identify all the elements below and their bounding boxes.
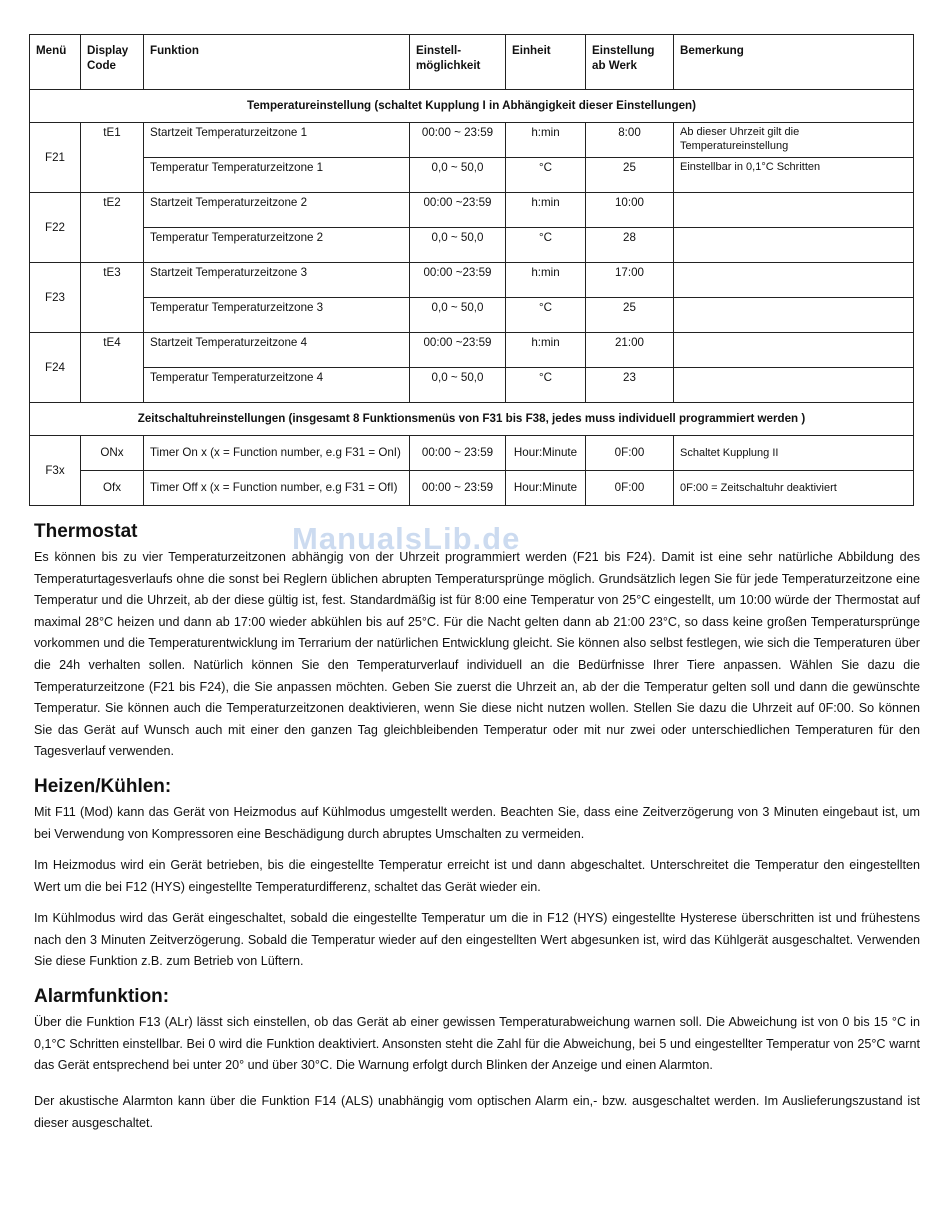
menu-cell: F23 — [30, 263, 81, 333]
range-cell: 0,0 ~ 50,0 — [410, 228, 506, 263]
remark-cell: Einstellbar in 0,1°C Schritten — [674, 158, 914, 193]
table-row — [30, 123, 914, 158]
unit-cell: °C — [506, 368, 586, 403]
unit-cell: Hour:Minute — [506, 436, 586, 471]
default-cell: 8:00 — [586, 123, 674, 158]
table-row — [30, 158, 914, 193]
remark-cell — [674, 368, 914, 403]
section-title-temperature: Temperatureinstellung (schaltet Kupplung I in Abhängigkeit dieser Einstellungen) — [30, 90, 914, 123]
range-cell: 00:00 ~ 23:59 — [410, 123, 506, 158]
code-cell: Ofx — [81, 471, 144, 506]
paragraph-thermostat: Es können bis zu vier Temperaturzeitzonen abhängig von der Uhrzeit programmiert werden (F21 bis F24). Damit ist eine sehr natürliche Abbildung des Temperaturtagesverlaufs ohne die sonst bei Reglern üblichen abrupten Temperatursprünge möglich. Grundsätzlich legen Sie für jede Temperaturzeitzone eine Temperatur und die Uhrzeit, ab der diese gültig ist, fest. Standardmäßig ist für 8:00 eine Temperatur von 25°C eingestellt, um 10:00 würde der Thermostat auf maximal 28°C heizen und dann ab 17:00 wieder abkühlen bis auf 25°C. Für die Nacht gelten dann ab 21:00 23°C, so dass keine großen Temperatursprünge vorkommen und die Temperaturentwicklung im Terrarium der natürlichen Entwicklung gleicht. Sie können also selbst festlegen, wie sich die Temperaturen über die 24h verhalten sollen. Natürlich können Sie den Temperaturverlauf individuell an die Bedürfnisse Ihrer Tiere anpassen. Wählen Sie dazu die Temperaturzeitzone (F21 bis F24), die Sie anpassen möchten. Geben Sie zuerst die Uhrzeit an, ab der die Temperatur gelten soll und dann die gewünschte Temperatur. Sie können auch die Temperaturzeitzonen deaktivieren, wenn Sie diese nicht nutzen wollen. Stellen Sie dazu die Uhrzeit auf 0F:00. So können Sie das Gerät auf Wunsch auch mit einer den ganzen Tag gleichbleibenden Temperatur oder mit nur zwei oder unterschiedlichen Temperaturen für den Tagesverlauf verwenden. — [34, 550, 920, 759]
unit-cell: Hour:Minute — [506, 471, 586, 506]
unit-cell: h:min — [506, 193, 586, 228]
range-cell: 00:00 ~ 23:59 — [410, 436, 506, 471]
watermark-logo: ManualsLib.de — [292, 521, 521, 556]
table-row — [30, 333, 914, 368]
unit-cell: h:min — [506, 263, 586, 298]
menu-cell: F22 — [30, 193, 81, 263]
remark-cell — [674, 193, 914, 228]
paragraph-heizen-1: Mit F11 (Mod) kann das Gerät von Heizmodus auf Kühlmodus umgestellt werden. Beachten Sie, dass eine Zeitverzögerung von 3 Minuten eingebaut ist, um bei Verwendung von Kompressoren eine Beschädigung durch abruptes Umschalten zu vermeiden. — [34, 805, 920, 841]
table-row — [30, 228, 914, 263]
function-cell: Startzeit Temperaturzeitzone 2 — [144, 193, 410, 228]
function-cell: Timer On x (x = Function number, e.g F31 = OnI) — [144, 436, 410, 471]
remark-cell — [674, 333, 914, 368]
remark-cell: Schaltet Kupplung II — [674, 436, 914, 471]
unit-cell: h:min — [506, 123, 586, 158]
paragraph-alarm-1: Über die Funktion F13 (ALr) lässt sich einstellen, ob das Gerät ab einer gewissen Temperaturabweichung warnen soll. Die Abweichung ist von 0 bis 15 °C in 0,1°C Schritten einstellbar. Bei 0 wird die Funktion deaktiviert. Ansonsten steht die Zahl für die Abweichung, bei 5 und eingestellter Temperatur von 25°C warnt das Gerät entsprechend bei unter 20° und über 30°C. Die Warnung erfolgt durch Blinken der Anzeige und einen Alarmton. — [34, 1015, 920, 1073]
section-title-timer: Zeitschaltuhreinstellungen (insgesamt 8 Funktionsmenüs von F31 bis F38, jedes muss individuell programmiert werden ) — [30, 403, 914, 436]
range-cell: 0,0 ~ 50,0 — [410, 368, 506, 403]
range-cell: 00:00 ~23:59 — [410, 333, 506, 368]
header-cell: Einstell-möglichkeit — [410, 35, 506, 90]
table-row — [30, 193, 914, 228]
paragraph-alarm-2: Der akustische Alarmton kann über die Funktion F14 (ALS) unabhängig vom optischen Alarm ein,- bzw. ausgeschaltet werden. Im Auslieferungszustand ist dieser ausgeschaltet. — [34, 1094, 920, 1130]
default-cell: 21:00 — [586, 333, 674, 368]
default-cell: 23 — [586, 368, 674, 403]
default-cell: 25 — [586, 298, 674, 333]
default-cell: 28 — [586, 228, 674, 263]
range-cell: 00:00 ~23:59 — [410, 193, 506, 228]
function-cell: Startzeit Temperaturzeitzone 4 — [144, 333, 410, 368]
section-header-row — [30, 90, 914, 123]
unit-cell: h:min — [506, 333, 586, 368]
remark-cell — [674, 228, 914, 263]
function-cell: Temperatur Temperaturzeitzone 1 — [144, 158, 410, 193]
code-cell: tE1 — [81, 123, 144, 193]
table-row — [30, 263, 914, 298]
default-cell: 25 — [586, 158, 674, 193]
default-cell: 0F:00 — [586, 471, 674, 506]
default-cell: 0F:00 — [586, 436, 674, 471]
function-cell: Startzeit Temperaturzeitzone 1 — [144, 123, 410, 158]
remark-cell — [674, 298, 914, 333]
unit-cell: °C — [506, 298, 586, 333]
default-cell: 17:00 — [586, 263, 674, 298]
range-cell: 0,0 ~ 50,0 — [410, 158, 506, 193]
header-cell: Bemerkung — [674, 35, 914, 90]
range-cell: 00:00 ~23:59 — [410, 263, 506, 298]
code-cell: tE2 — [81, 193, 144, 263]
heading-thermostat: Thermostat — [34, 521, 138, 542]
settings-table — [29, 34, 914, 506]
heading-alarmfunktion: Alarmfunktion: — [34, 986, 170, 1007]
table-row — [30, 368, 914, 403]
range-cell: 00:00 ~ 23:59 — [410, 471, 506, 506]
menu-cell: F3x — [30, 436, 81, 506]
heading-heizen-kuehlen: Heizen/Kühlen: — [34, 776, 172, 797]
code-cell: ONx — [81, 436, 144, 471]
menu-cell: F21 — [30, 123, 81, 193]
header-cell: Funktion — [144, 35, 410, 90]
function-cell: Temperatur Temperaturzeitzone 3 — [144, 298, 410, 333]
menu-cell: F24 — [30, 333, 81, 403]
default-cell: 10:00 — [586, 193, 674, 228]
function-cell: Timer Off x (x = Function number, e.g F31 = OfI) — [144, 471, 410, 506]
remark-cell — [674, 263, 914, 298]
function-cell: Temperatur Temperaturzeitzone 4 — [144, 368, 410, 403]
range-cell: 0,0 ~ 50,0 — [410, 298, 506, 333]
paragraph-heizen-2: Im Heizmodus wird ein Gerät betrieben, bis die eingestellte Temperatur erreicht ist und dann abgeschaltet. Unterschreitet die Temperatur den eingestellten Wert um die bei F12 (HYS) eingestellte Temperaturdifferenz, schaltet das Gerät wieder ein. — [34, 858, 920, 894]
unit-cell: °C — [506, 158, 586, 193]
paragraph-heizen-3: Im Kühlmodus wird das Gerät eingeschaltet, sobald die eingestellte Temperatur um die in F12 (HYS) eingestellte Hysterese überschritten ist und frühestens nach den 3 Minuten Zeitverzögerung. Sobald die Temperatur wieder auf den eingestellten Wert abgesunken ist, wird das Kühlgerät ausgeschaltet. Verwenden Sie diese Funktion z.B. zum Betrieb von Lüftern. — [34, 911, 920, 969]
code-cell: tE3 — [81, 263, 144, 333]
header-cell: Einstellung ab Werk — [586, 35, 674, 90]
remark-cell: 0F:00 = Zeitschaltuhr deaktiviert — [674, 471, 914, 506]
unit-cell: °C — [506, 228, 586, 263]
table-row — [30, 298, 914, 333]
header-cell: Display Code — [81, 35, 144, 90]
table-row — [30, 471, 914, 506]
table-header-row — [30, 35, 914, 90]
function-cell: Startzeit Temperaturzeitzone 3 — [144, 263, 410, 298]
header-cell: Menü — [30, 35, 81, 90]
section-header-row — [30, 403, 914, 436]
remark-cell: Ab dieser Uhrzeit gilt die Temperatureinstellung — [674, 123, 914, 158]
header-cell: Einheit — [506, 35, 586, 90]
code-cell: tE4 — [81, 333, 144, 403]
function-cell: Temperatur Temperaturzeitzone 2 — [144, 228, 410, 263]
table-row — [30, 436, 914, 471]
